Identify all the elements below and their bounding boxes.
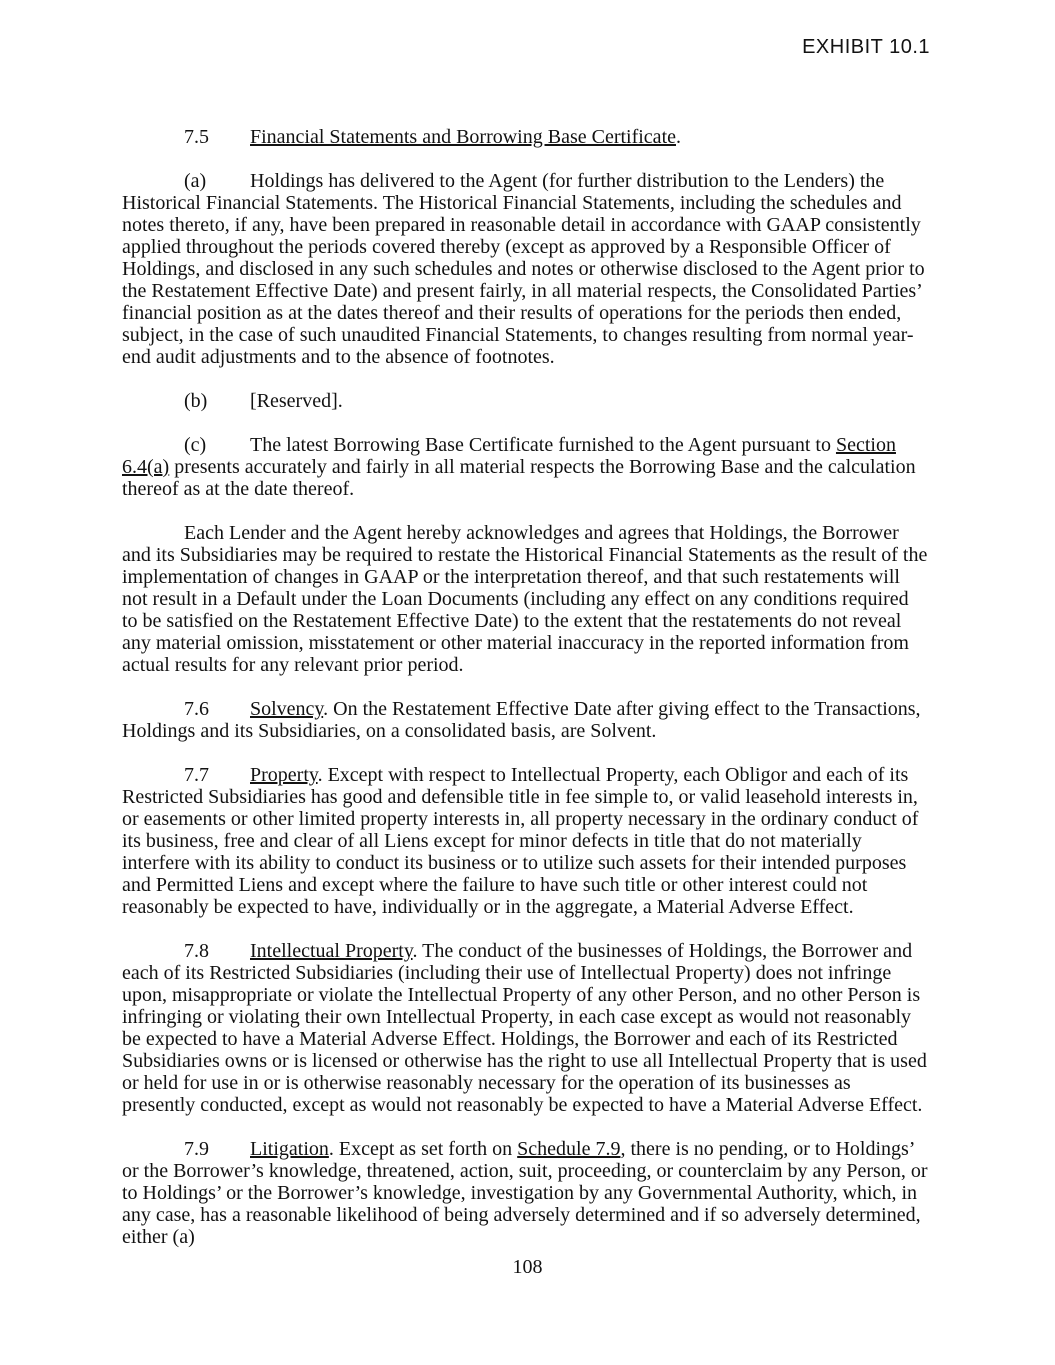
section-title-financial-statements: Financial Statements and Borrowing Base Certificate	[250, 126, 676, 148]
text-segment: Holdings has delivered to the Agent (for further distribution to the Lenders) the Historical Financial Statements. The Historical Financial Statements, including the schedules and notes thereto, if any, have been prepared in reasonable detail in accordance with GAAP consistently applied throughout the periods covered thereby (except as approved by a Responsible Officer of Holdings, and disclosed in any such schedules and notes or otherwise disclosed to the Agent prior to the Restatement Effective Date) and present fairly, in all material respects, the Consolidated Parties’ financial position as at the dates thereof and their results of operations for the periods then ended, subject, in the case of such unaudited Financial Statements, to changes resulting from normal year-end audit adjustments and to the absence of footnotes.	[122, 170, 925, 368]
section-7-9-litigation	[122, 1138, 928, 1248]
text-segment: presents accurately and fairly in all material respects the Borrowing Base and the calculation thereof as at the date thereof.	[122, 456, 916, 500]
text-segment: . Except as set forth on	[328, 1138, 518, 1160]
section-title-litigation: Litigation	[250, 1138, 329, 1160]
paragraph-label: (c)	[184, 434, 207, 456]
paragraph-7-5-b	[122, 390, 928, 412]
exhibit-header: EXHIBIT 10.1	[802, 36, 930, 58]
section-title-property: Property	[250, 764, 318, 786]
text-segment: Each Lender and the Agent hereby acknowledges and agrees that Holdings, the Borrower and its Subsidiaries may be required to restate the Historical Financial Statements as the result of the implementation of changes in GAAP or the interpretation thereof, and that such restatements will not result in a Default under the Loan Documents (including any effect on any conditions required to be satisfied on the Restatement Effective Date) to the extent that the restatements do not reveal any material omission, misstatement or other material inaccuracy in the reported information from actual results for any relevant prior period.	[122, 522, 928, 676]
text-segment: . The conduct of the businesses of Holdings, the Borrower and each of its Restricted Subsidiaries (including their use of Intellectual Property) does not infringe upon, misappropriate or violate the Intellectual Property of any other Person, and no other Person is infringing or violating their own Intellectual Property, in each case except as would not reasonably be expected to have a Material Adverse Effect. Holdings, the Borrower and each of its Restricted Subsidiaries owns or is licensed or otherwise has the right to use all Intellectual Property that is used or held for use in or is otherwise reasonably necessary for the operation of its businesses as presently conducted, except as would not reasonably be expected to have a Material Adverse Effect.	[122, 940, 927, 1116]
section-title-solvency: Solvency	[250, 698, 324, 720]
document-body	[122, 126, 928, 1270]
section-7-6-solvency	[122, 698, 928, 742]
text-segment: [Reserved].	[250, 390, 343, 412]
paragraph-label: 7.7	[184, 764, 209, 786]
text-segment: The latest Borrowing Base Certificate furnished to the Agent pursuant to	[250, 434, 836, 456]
section-7-8-intellectual-property	[122, 940, 928, 1116]
section-heading-7-5	[122, 126, 928, 148]
paragraph-label: (a)	[184, 170, 207, 192]
text-segment: , there is no pending, or to Holdings’ or the Borrower’s knowledge, threatened, action, suit, proceeding, or counterclaim by any Person, or to Holdings’ or the Borrower’s knowledge, investigation by any Governmental Authority, which, in any case, has a reasonable likelihood of being adversely determined and if so adversely determined, either (a)	[122, 1138, 928, 1248]
schedule-7-9-reference: Schedule 7.9	[517, 1138, 621, 1160]
paragraph-lender-acknowledgement	[122, 522, 928, 676]
paragraph-label: 7.5	[184, 126, 209, 148]
text-segment: .	[676, 126, 681, 148]
paragraph-label: 7.6	[184, 698, 209, 720]
text-segment: . On the Restatement Effective Date after giving effect to the Transactions, Holdings and its Subsidiaries, on a consolidated basis, are Solvent.	[122, 698, 921, 742]
section-title-intellectual-property: Intellectual Property	[250, 940, 413, 962]
paragraph-label: 7.9	[184, 1138, 209, 1160]
section-7-7-property	[122, 764, 928, 918]
paragraph-7-5-a	[122, 170, 928, 368]
page-number: 108	[512, 1256, 543, 1278]
section-6-4-a-reference: Section 6.4(a)	[122, 434, 896, 478]
paragraph-7-5-c	[122, 434, 928, 500]
paragraph-label: 7.8	[184, 940, 209, 962]
text-segment: . Except with respect to Intellectual Property, each Obligor and each of its Restricted Subsidiaries has good and defensible title in fee simple to, or valid leasehold interests in, or easements or other limited property interests in, all property necessary in the ordinary conduct of its business, free and clear of all Liens except for minor defects in title that do not materially interfere with its ability to conduct its business or to utilize such assets for their intended purposes and Permitted Liens and except where the failure to have such title or other interest could not reasonably be expected to have, individually or in the aggregate, a Material Adverse Effect.	[122, 764, 919, 918]
paragraph-label: (b)	[184, 390, 208, 412]
